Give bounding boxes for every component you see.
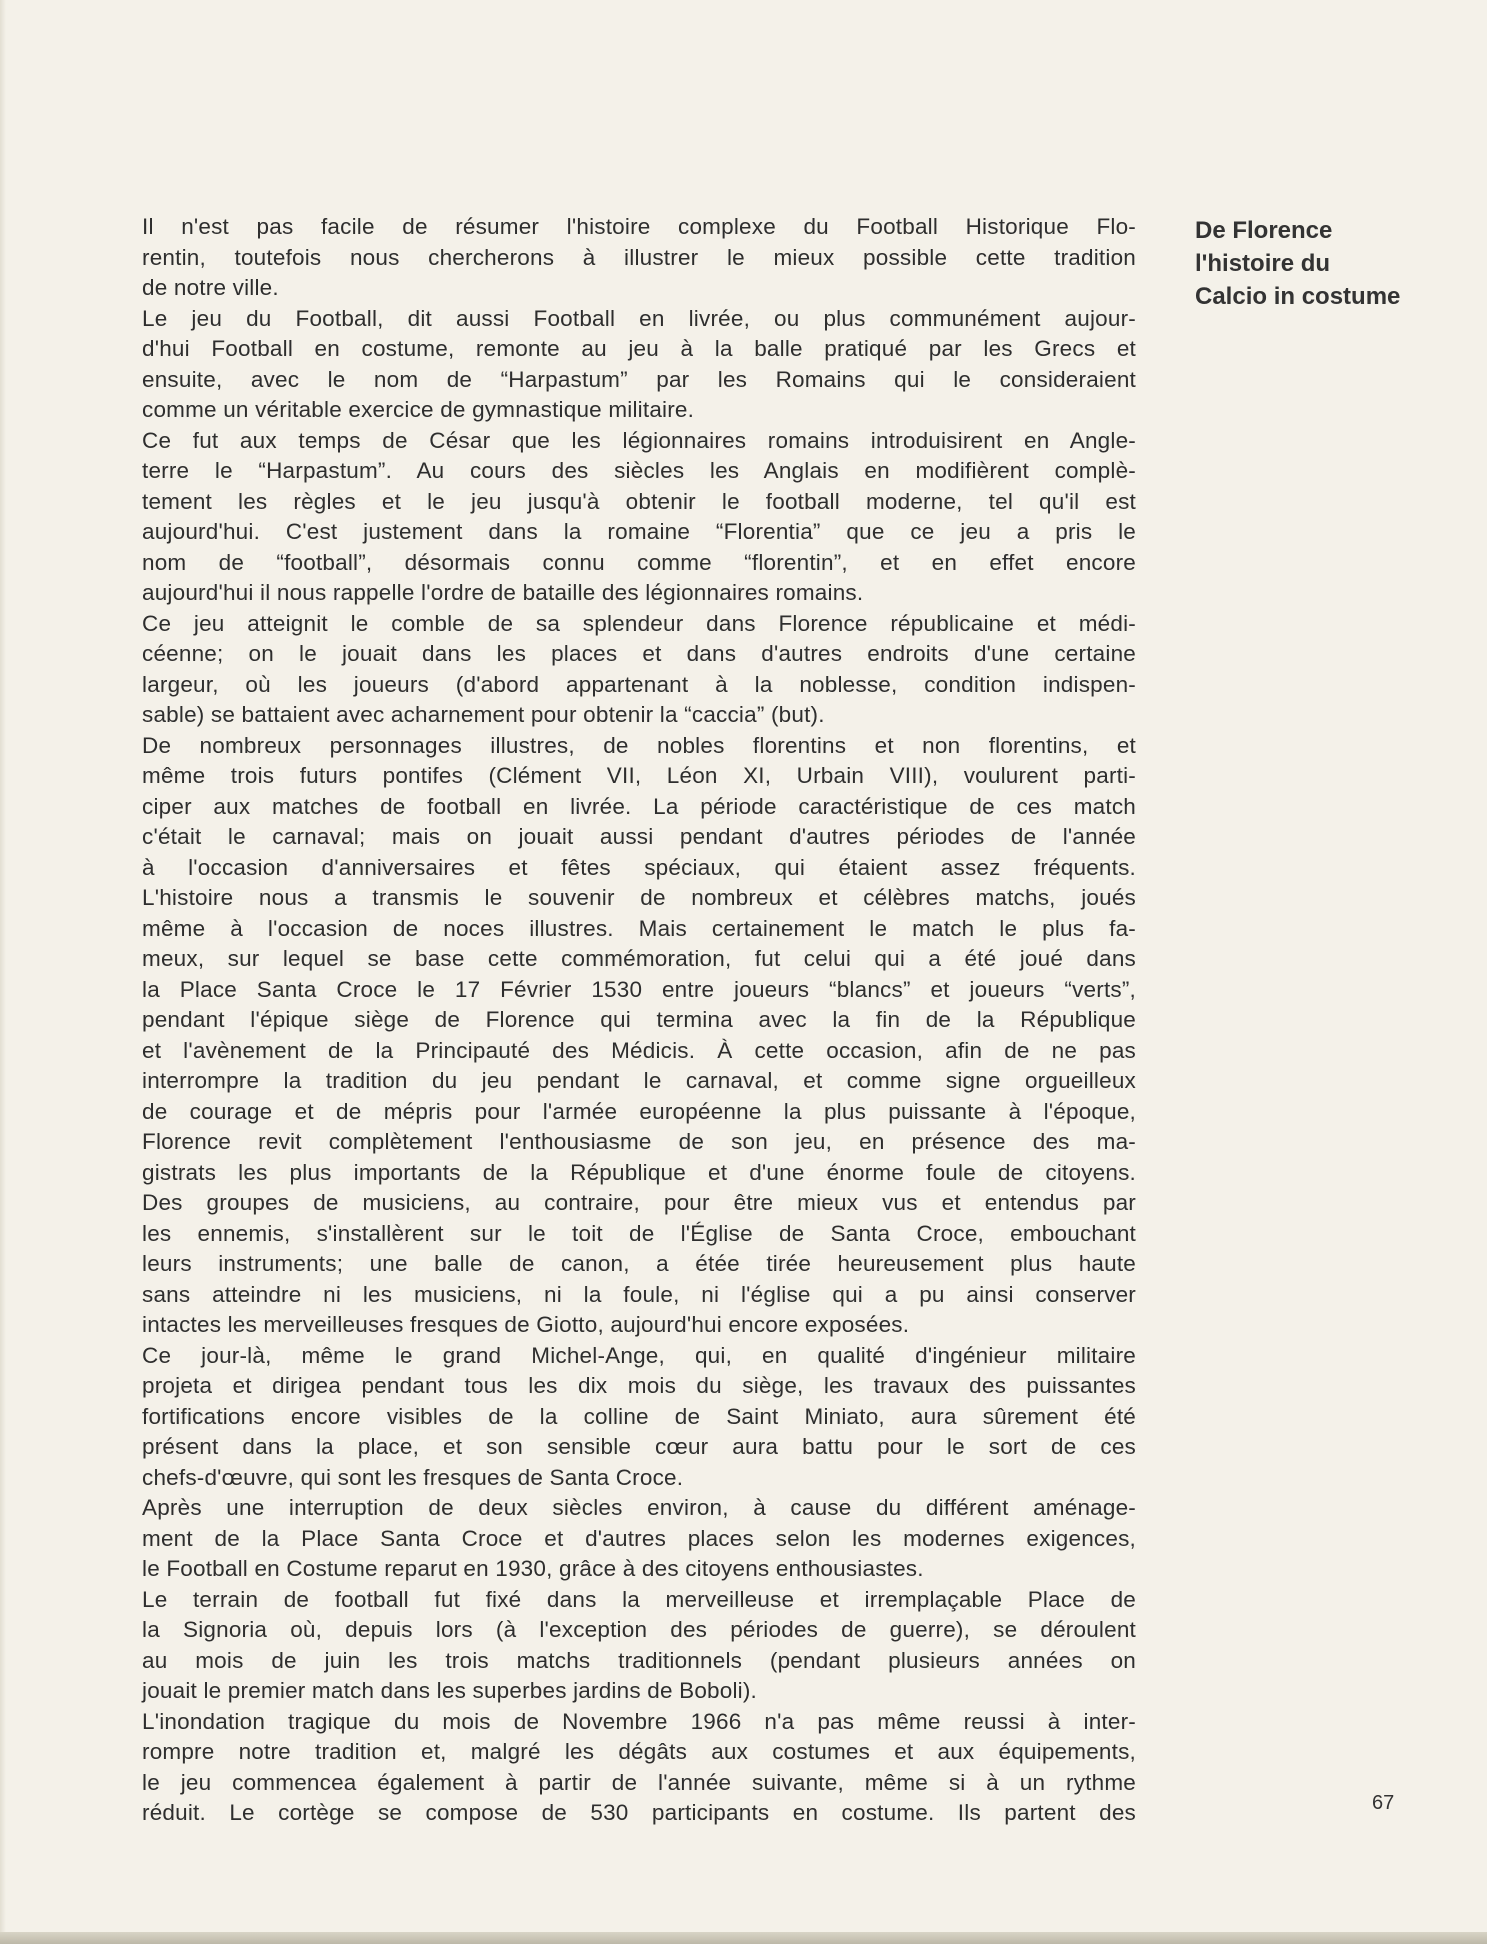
section-heading <box>1195 214 1400 313</box>
text-line: Il n'est pas facile de résumer l'histoire complexe du Football Historique Flo- <box>142 214 1136 239</box>
text-line: céenne; on le jouait dans les places et dans d'autres endroits d'une certaine <box>142 641 1136 666</box>
text-line: chefs-d'œuvre, qui sont les fresques de Santa Croce. <box>142 1464 684 1490</box>
text-line: même trois futurs pontifes (Clément VII, Léon XI, Urbain VIII), voulurent parti- <box>142 763 1136 788</box>
text-line: le Football en Costume reparut en 1930, grâce à des citoyens enthousiastes. <box>142 1556 924 1581</box>
text-line: L'inondation tragique du mois de Novembre 1966 n'a pas même reussi à inter- <box>142 1708 1136 1734</box>
text-line: aujourd'hui il nous rappelle l'ordre de bataille des légionnaires romains. <box>142 580 864 605</box>
text-line: rompre notre tradition et, malgré les dégâts aux costumes et aux équipements, <box>142 1739 1136 1764</box>
text-line: pendant l'épique siège de Florence qui termina avec la fin de la République <box>142 1007 1136 1032</box>
text-line: réduit. Le cortège se compose de 530 participants en costume. Ils partent des <box>142 1800 1136 1825</box>
text-line: nom de “football”, désormais connu comme “florentin”, et en effet encore <box>142 549 1136 575</box>
text-line: la Place Santa Croce le 17 Février 1530 entre joueurs “blancs” et joueurs “verts”, <box>142 976 1136 1002</box>
text-line: meux, sur lequel se base cette commémoration, fut celui qui a été joué dans <box>142 946 1136 971</box>
heading-line: l'histoire du <box>1195 250 1331 277</box>
page-number: 67 <box>1372 1792 1395 1814</box>
text-line: jouait le premier match dans les superbes jardins de Boboli). <box>142 1678 758 1703</box>
text-line: comme un véritable exercice de gymnastique militaire. <box>142 397 695 422</box>
text-line: présent dans la place, et son sensible cœur aura battu pour le sort de ces <box>142 1434 1136 1459</box>
text-line: de notre ville. <box>142 275 279 300</box>
text-line: ciper aux matches de football en livrée. La période caractéristique de ces match <box>142 793 1136 819</box>
text-line: ensuite, avec le nom de “Harpastum” par les Romains qui le consideraient <box>142 366 1136 392</box>
text-line: rentin, toutefois nous chercherons à illustrer le mieux possible cette tradition <box>142 244 1136 270</box>
text-line: et l'avènement de la Principauté des Médicis. À cette occasion, afin de ne pas <box>142 1037 1136 1063</box>
text-line: les ennemis, s'installèrent sur le toit de l'Église de Santa Croce, embouchant <box>142 1220 1136 1246</box>
text-line: Ce fut aux temps de César que les légionnaires romains introduisirent en Angle- <box>142 427 1136 453</box>
text-line: fortifications encore visibles de la colline de Saint Miniato, aura sûrement été <box>142 1403 1136 1429</box>
text-line: de courage et de mépris pour l'armée européenne la plus puissante à l'époque, <box>142 1098 1136 1124</box>
text-line: largeur, où les joueurs (d'abord appartenant à la noblesse, condition indispen- <box>142 671 1136 697</box>
text-line: Le terrain de football fut fixé dans la merveilleuse et irremplaçable Place de <box>142 1586 1136 1612</box>
text-line: aujourd'hui. C'est justement dans la romaine “Florentia” que ce jeu a pris le <box>142 519 1136 544</box>
text-line: terre le “Harpastum”. Au cours des siècles les Anglais en modifièrent complè- <box>142 458 1136 483</box>
text-line: sans atteindre ni les musiciens, ni la foule, ni l'église qui a pu ainsi conserver <box>142 1281 1136 1307</box>
text-line: De nombreux personnages illustres, de nobles florentins et non florentins, et <box>142 732 1136 758</box>
text-line: le jeu commencea également à partir de l'année suivante, même si à un rythme <box>142 1769 1136 1795</box>
text-line: Florence revit complètement l'enthousiasme de son jeu, en présence des ma- <box>142 1129 1136 1154</box>
body-text <box>142 212 1136 1829</box>
text-line: au mois de juin les trois matchs traditionnels (pendant plusieurs années on <box>142 1647 1136 1673</box>
page-bottom-edge <box>0 1932 1487 1944</box>
text-line: Le jeu du Football, dit aussi Football en livrée, ou plus communément aujour- <box>142 305 1136 331</box>
text-line: tement les règles et le jeu jusqu'à obtenir le football moderne, tel qu'il est <box>142 488 1136 514</box>
text-line: projeta et dirigea pendant tous les dix mois du siège, les travaux des puissantes <box>142 1373 1136 1398</box>
text-line: Ce jeu atteignit le comble de sa splendeur dans Florence républicaine et médi- <box>142 610 1136 636</box>
text-line: d'hui Football en costume, remonte au jeu à la balle pratiqué par les Grecs et <box>142 336 1136 361</box>
text-line: leurs instruments; une balle de canon, a étée tirée heureusement plus haute <box>142 1251 1136 1276</box>
heading-line: De Florence <box>1195 217 1333 244</box>
text-line: la Signoria où, depuis lors (à l'exception des périodes de guerre), se déroulent <box>142 1617 1136 1642</box>
text-line: intactes les merveilleuses fresques de Giotto, aujourd'hui encore exposées. <box>142 1312 910 1337</box>
heading-line: Calcio in costume <box>1195 283 1401 310</box>
text-line: c'était le carnaval; mais on jouait aussi pendant d'autres périodes de l'année <box>142 824 1136 849</box>
text-line: à l'occasion d'anniversaires et fêtes spéciaux, qui étaient assez fréquents. <box>142 854 1136 880</box>
page-left-edge <box>0 0 6 1944</box>
text-line: Ce jour-là, même le grand Michel-Ange, qui, en qualité d'ingénieur militaire <box>142 1342 1136 1368</box>
text-line: gistrats les plus importants de la République et d'une énorme foule de citoyens. <box>142 1159 1136 1185</box>
text-line: sable) se battaient avec acharnement pour obtenir la “caccia” (but). <box>142 702 825 727</box>
text-line: interrompre la tradition du jeu pendant le carnaval, et comme signe orgueilleux <box>142 1068 1136 1093</box>
text-line: même à l'occasion de noces illustres. Mais certainement le match le plus fa- <box>142 915 1136 941</box>
text-line: Après une interruption de deux siècles environ, à cause du différent aménage- <box>142 1495 1136 1520</box>
text-line: L'histoire nous a transmis le souvenir de nombreux et célèbres matchs, joués <box>142 885 1136 910</box>
text-line: Des groupes de musiciens, au contraire, pour être mieux vus et entendus par <box>142 1190 1136 1215</box>
text-line: ment de la Place Santa Croce et d'autres places selon les modernes exigences, <box>142 1525 1136 1551</box>
